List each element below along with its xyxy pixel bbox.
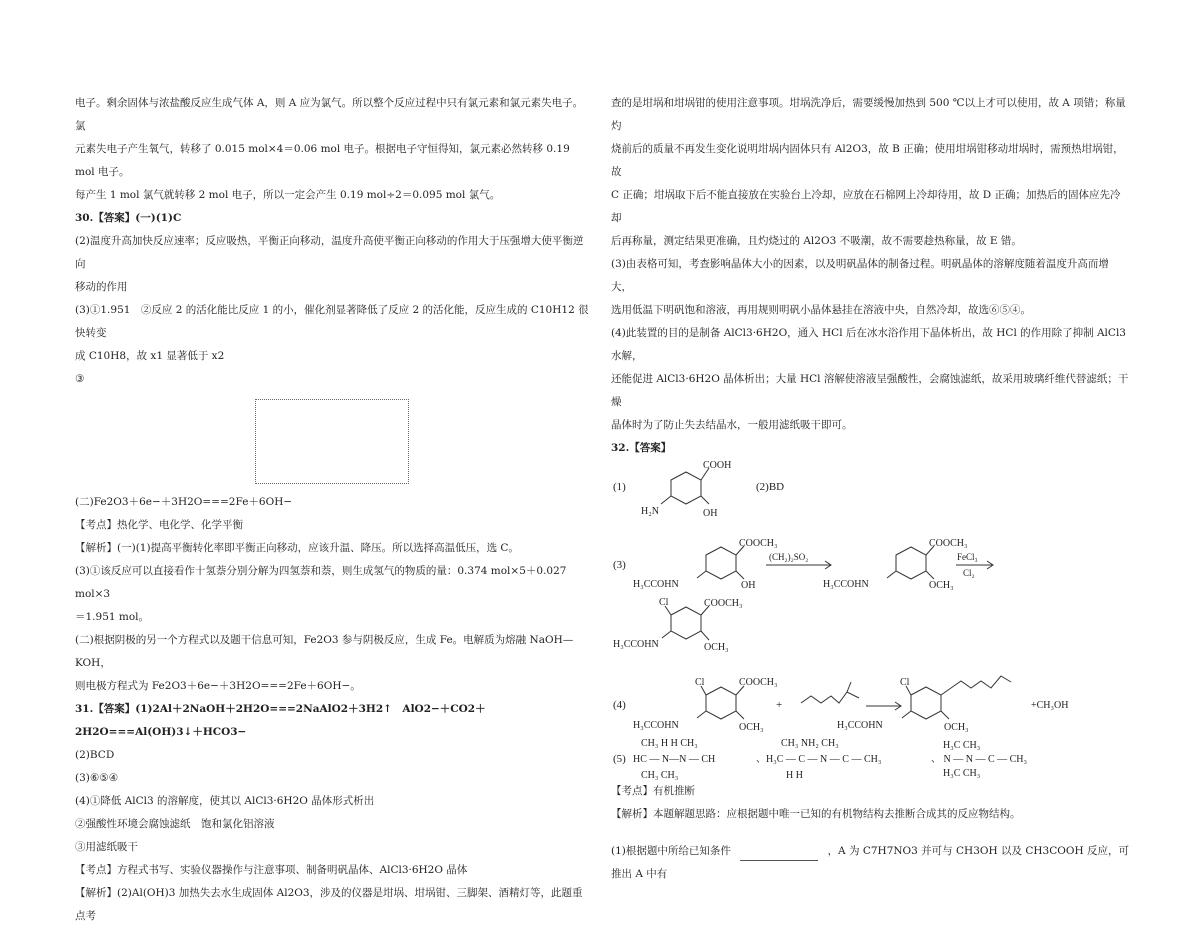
- svg-text:H₃C CH₃: H₃C CH₃: [943, 768, 981, 779]
- svg-text:、 N — N — C — CH₃: 、 N — N — C — CH₃: [931, 754, 1027, 765]
- oh-label: OH: [703, 508, 718, 519]
- empty-plot-box: [255, 399, 409, 484]
- label-1: (1): [613, 481, 626, 493]
- text-line: (二)Fe2O3＋6e−＋3H2O===2Fe＋6OH−: [75, 496, 293, 508]
- benzene-ring-icon: [896, 547, 926, 579]
- nhac-label: H₃CCOHN: [613, 639, 659, 650]
- text-line: 移动的作用: [75, 281, 128, 293]
- benzene-ring-icon: [706, 547, 736, 579]
- benzene-ring-icon: [671, 607, 701, 639]
- text-line: (2)BCD: [75, 749, 115, 761]
- q30-answer-heading: 30.【答案】(一)(1)C: [75, 212, 182, 224]
- cooch3-label: COOCH₃: [929, 538, 968, 549]
- nhac-label: H₃CCOHN: [633, 579, 679, 590]
- text-line: (3)①1.951 ②反应 2 的活化能比反应 1 的小，催化剂显著降低了反应 2 的活化能，反应生成的 C10H12 很快转变: [75, 304, 589, 339]
- text-line: 每产生 1 mol 氯气就转移 2 mol 电子，所以一定会产生 0.19 mol÷2＝0.095 mol 氯气。: [75, 189, 501, 201]
- cooch3-label: COOCH₃: [704, 598, 743, 609]
- text-line: ＝1.951 mol。: [75, 611, 150, 623]
- text-line: 烧前后的质量不再发生变化说明坩埚内固体只有 Al2O3，故 B 正确；使用坩埚钳移动坩埚时，需预热坩埚钳，故: [611, 143, 1124, 178]
- kaodian-line: 【考点】热化学、电化学、化学平衡: [75, 519, 243, 531]
- right-column: [611, 92, 1129, 886]
- kaodian-line: 【考点】有机推断: [611, 785, 695, 797]
- text-line: (3)由表格可知，考查影响晶体大小的因素，以及明矾晶体的制备过程。明矾晶体的溶解度随着温度升高而增大，: [611, 258, 1109, 293]
- label-2: (2)BD: [756, 481, 785, 493]
- text-line: 后再称量，测定结果更准确，且灼烧过的 Al2O3 不吸潮，故不需要趁热称量，故 E 错。: [611, 235, 1022, 247]
- label-5: (5): [613, 753, 626, 765]
- label-3: (3): [613, 559, 626, 571]
- text-line: 元素失电子产生氧气，转移了 0.015 mol×4＝0.06 mol 电子。根据电子守恒得知，氯元素必然转移 0.19 mol 电子。: [75, 143, 570, 178]
- text-line: (4)①降低 AlCl3 的溶解度，使其以 AlCl3·6H2O 晶体形式析出: [75, 795, 375, 807]
- h2n-label: H₂N: [641, 506, 659, 517]
- svg-text:H H: H H: [786, 770, 803, 780]
- benzene-ring-icon: [706, 687, 736, 719]
- svg-text:、H₃C — C — N — C — CH₃: 、H₃C — C — N — C — CH₃: [756, 754, 882, 765]
- text-line: (2)温度升高加快反应速率；反应吸热，平衡正向移动，温度升高使平衡正向移动的作用大于压强增大使平衡逆向: [75, 235, 584, 270]
- och3-label: OCH₃: [704, 642, 729, 653]
- text-line: 选用低温下明矾饱和溶液，再用规则明矾小晶体悬挂在溶液中央，自然冷却，故选⑥⑤④。: [611, 304, 1031, 316]
- text-line: ③用滤纸吸干: [75, 841, 138, 853]
- kaodian-line: 【考点】方程式书写、实验仪器操作与注意事项、制备明矾晶体、AlCl3·6H2O 晶体: [75, 864, 468, 876]
- reagent-label: (CH₂)₂SO₂: [769, 552, 809, 562]
- svg-text:CH₃ NH₂ CH₃: CH₃ NH₂ CH₃: [781, 738, 839, 749]
- text-line: ②强酸性环境会腐蚀滤纸 饱和氯化铝溶液: [75, 818, 275, 830]
- text-line: 还能促进 AlCl3·6H2O 晶体析出；大量 HCl 溶解使溶液呈强酸性，会腐蚀滤纸，故采用玻璃纤维代替滤纸；干燥: [611, 373, 1129, 408]
- label-4: (4): [613, 699, 626, 711]
- och3-label: OCH₃: [929, 580, 954, 591]
- och3-label: OCH₃: [944, 722, 969, 733]
- svg-text:H₃C CH₃: H₃C CH₃: [943, 740, 981, 751]
- svg-text:CH₃ H H CH₃: CH₃ H H CH₃: [641, 738, 698, 749]
- nhac-label: H₃CCOHN: [823, 579, 869, 590]
- jiexi-line: 【解析】(2)Al(OH)3 加热失去水生成固体 Al2O3，涉及的仪器是坩埚、坩埚钳、三脚架、酒精灯等，此题重点考: [75, 887, 583, 922]
- svg-text:HC — N—N — CH: HC — N—N — CH: [633, 754, 716, 765]
- chemical-structures: [611, 460, 1129, 780]
- cl-label: Cl: [900, 677, 910, 688]
- q31-answer-heading: 31.【答案】(1)2Al＋2NaOH＋2H2O===2NaAlO2＋3H2↑ AlO2−＋CO2＋2H2O===Al(OH)3↓＋HCO3−: [75, 703, 486, 738]
- text-line: (3)⑥⑤④: [75, 772, 119, 784]
- benzene-ring-icon: [671, 472, 701, 504]
- och3-label: OCH₃: [739, 722, 764, 733]
- reaction-scheme-icon: [740, 842, 818, 861]
- benzene-ring-icon: [911, 687, 941, 719]
- text-line: 晶体时为了防止失去结晶水，一般用滤纸吸干即可。: [611, 419, 853, 431]
- text-line: (二)根据阴极的另一个方程式以及题干信息可知，Fe2O3 参与阴极反应，生成 Fe。电解质为熔融 NaOH—KOH，: [75, 634, 574, 669]
- isomer-structures: [633, 738, 1027, 780]
- fecl3-label: FeCl₃: [957, 552, 978, 562]
- jiexi-line: 【解析】本题解题思路：应根据题中唯一已知的有机物结构去推断合成其的反应物结构。: [611, 808, 1021, 820]
- answer-plot-area: [75, 391, 592, 491]
- text-line: (3)①该反应可以直接看作十氢萘分别分解为四氢萘和萘，则生成氢气的物质的量：0.374 mol×5＋0.027 mol×3: [75, 565, 567, 600]
- q32-answer-heading: 32.【答案】: [611, 442, 672, 454]
- cl2-label: Cl₂: [963, 568, 975, 578]
- ch3oh-label: +CH₃OH: [1031, 700, 1069, 711]
- oh-label: OH: [741, 580, 756, 591]
- text-line: 则电极方程式为 Fe2O3＋6e−＋3H2O===2Fe＋6OH−。: [75, 680, 361, 692]
- cl-label: Cl: [659, 597, 669, 608]
- cooch3-label: COOCH₃: [739, 538, 778, 549]
- text-line: (4)此装置的目的是制备 AlCl3·6H2O，通入 HCl 后在冰水浴作用下晶体析出，故 HCl 的作用除了抑制 AlCl3 水解，: [611, 327, 1126, 362]
- text-span: ，A 为 C7H7NO3 并可与 CH3OH 以及 CH3COOH 反应，可推出 A 中有: [611, 845, 1129, 880]
- cooch3-label: COOCH₃: [739, 677, 778, 688]
- text-line: 电子。剩余固体与浓盐酸反应生成气体 A，则 A 应为氯气。所以整个反应过程中只有氯元素和氯元素失电子。氯: [75, 97, 584, 132]
- plus-sign: +: [776, 699, 783, 711]
- text-span: (1)根据题中所给已知条件: [611, 845, 731, 857]
- svg-text:CH₃ CH₃: CH₃ CH₃: [641, 770, 679, 780]
- text-line: 查的是坩埚和坩埚钳的使用注意事项。坩埚洗净后，需要缓慢加热到 500 ℃以上才可以使用，故 A 项错；称量灼: [611, 97, 1126, 132]
- jiexi-line: 【解析】(一)(1)提高平衡转化率即平衡正向移动，应该升温、降压。所以选择高温低压，选 C。: [75, 542, 519, 554]
- text-line: C 正确；坩埚取下后不能直接放在实验台上冷却，应放在石棉网上冷却待用，故 D 正确；加热后的固体应先冷却: [611, 189, 1121, 224]
- text-line: ③: [75, 373, 85, 385]
- left-column: [75, 92, 592, 928]
- nhac-label: H₃CCOHN: [837, 720, 883, 731]
- nhac-label: H₃CCOHN: [633, 720, 679, 731]
- cooh-label: COOH: [703, 460, 732, 471]
- text-line: [611, 840, 1129, 886]
- cl-label: Cl: [695, 677, 705, 688]
- text-line: 成 C10H8，故 x1 显著低于 x2: [75, 350, 225, 362]
